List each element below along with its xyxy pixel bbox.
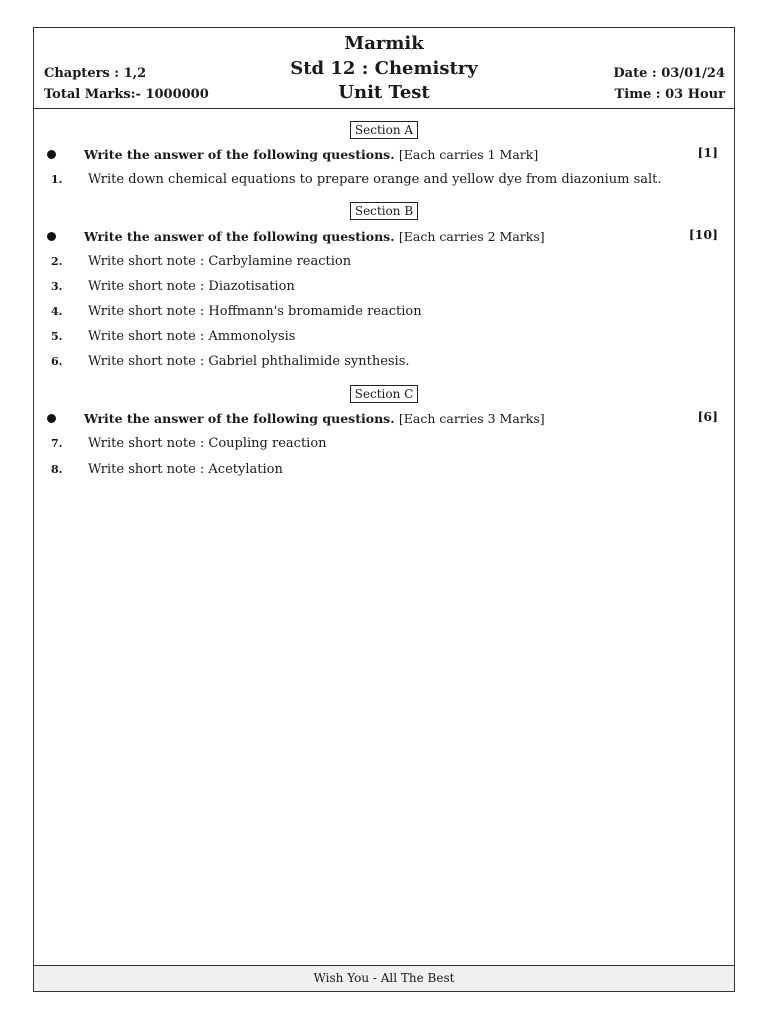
section-marks: [6]: [697, 409, 718, 424]
question-text: Write short note : Diazotisation: [88, 279, 295, 294]
section-b-instruction: [34, 229, 734, 247]
question-text: Write short note : Acetylation: [88, 462, 283, 477]
instruction-text: Write the answer of the following questions.: [84, 229, 395, 244]
paper-header: [34, 28, 734, 109]
question-text: Write short note : Ammonolysis: [88, 329, 296, 344]
question-text: Write short note : Hoffmann's bromamide reaction: [88, 304, 422, 319]
instruction-text: Write the answer of the following questions.: [84, 147, 395, 162]
section-a-instruction: [34, 147, 734, 165]
question-item: [34, 279, 734, 297]
question-item: [34, 329, 734, 347]
question-number: 6.: [51, 355, 63, 368]
bullet-icon: [47, 232, 56, 241]
date-label: Date : 03/01/24: [613, 66, 725, 81]
question-number: 4.: [51, 305, 63, 318]
instruction-note: [Each carries 1 Mark]: [398, 147, 539, 162]
question-number: 1.: [51, 173, 63, 186]
standard-subject: Std 12 : Chemistry: [290, 58, 478, 79]
bullet-icon: [47, 414, 56, 423]
question-text: Write short note : Carbylamine reaction: [88, 254, 352, 269]
section-c-heading: [34, 383, 734, 403]
section-a-heading: [34, 119, 734, 139]
question-paper: [33, 27, 735, 992]
total-marks-label: Total Marks:- 1000000: [44, 87, 209, 102]
section-marks: [10]: [688, 227, 718, 242]
test-name: Unit Test: [338, 82, 430, 103]
footer-text: Wish You - All The Best: [313, 971, 455, 985]
instruction-note: [Each carries 3 Marks]: [398, 411, 545, 426]
section-title: Section C: [350, 385, 419, 403]
time-label: Time : 03 Hour: [614, 87, 725, 102]
section-b-heading: [34, 200, 734, 220]
question-number: 3.: [51, 280, 63, 293]
paper-footer: [34, 965, 734, 991]
instruction-text: Write the answer of the following questions.: [84, 411, 395, 426]
question-text: Write short note : Gabriel phthalimide synthesis.: [88, 354, 410, 369]
question-item: [34, 254, 734, 272]
question-item: [34, 172, 734, 190]
section-title: Section B: [350, 202, 418, 220]
bullet-icon: [47, 150, 56, 159]
instruction-note: [Each carries 2 Marks]: [398, 229, 545, 244]
question-text: Write down chemical equations to prepare orange and yellow dye from diazonium salt.: [88, 172, 662, 187]
section-title: Section A: [350, 121, 418, 139]
question-item: [34, 462, 734, 480]
question-number: 2.: [51, 255, 63, 268]
chapters-label: Chapters : 1,2: [44, 66, 147, 81]
question-number: 7.: [51, 437, 63, 450]
question-text: Write short note : Coupling reaction: [88, 436, 327, 451]
question-item: [34, 304, 734, 322]
question-number: 8.: [51, 463, 63, 476]
school-name: Marmik: [344, 33, 424, 54]
question-item: [34, 354, 734, 372]
section-marks: [1]: [697, 145, 718, 160]
section-c-instruction: [34, 411, 734, 429]
question-item: [34, 436, 734, 454]
question-number: 5.: [51, 330, 63, 343]
